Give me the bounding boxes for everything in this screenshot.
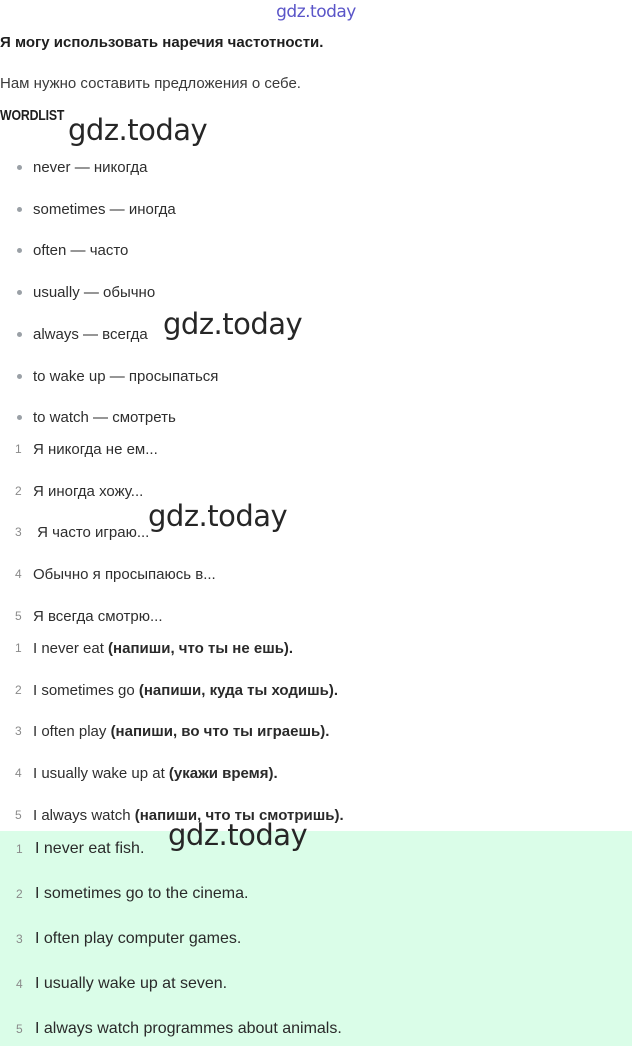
russian-prompt-row	[0, 562, 216, 586]
watermark: gdz.today	[148, 499, 288, 533]
site-logo-mark: gdz.today	[276, 2, 356, 22]
watermark: gdz.today	[163, 307, 303, 341]
wordlist-item-text: to wake up — просыпаться	[33, 367, 219, 385]
intro-text: Нам нужно составить предложения о себе.	[0, 75, 301, 92]
wordlist-item	[0, 405, 176, 429]
english-prompt-row	[0, 678, 338, 702]
bullet-icon	[17, 290, 22, 295]
english-prompt-row	[0, 636, 293, 660]
russian-prompt-row	[0, 479, 143, 503]
wordlist-item	[0, 364, 218, 388]
answer-text: I always watch programmes about animals.	[35, 1020, 342, 1037]
item-number: 2	[15, 484, 22, 498]
english-prompt-row	[0, 719, 329, 743]
bullet-icon	[17, 248, 22, 253]
item-number: 5	[15, 808, 22, 822]
item-number: 3	[16, 932, 23, 946]
prompt-text: I always watch	[33, 806, 135, 824]
bullet-icon	[17, 332, 22, 337]
prompt-hint: (укажи время).	[168, 764, 278, 782]
prompt-text: I never eat	[33, 639, 109, 657]
wordlist-heading: WORDLIST	[0, 107, 65, 124]
item-number: 4	[15, 567, 22, 581]
item-number: 3	[15, 525, 22, 539]
wordlist-item	[0, 280, 155, 304]
prompt-text: Я иногда хожу...	[33, 482, 144, 500]
russian-prompt-row	[0, 437, 158, 461]
answer-text: I usually wake up at seven.	[35, 975, 228, 992]
item-number: 1	[15, 641, 22, 655]
wordlist-item-text: usually — обычно	[33, 283, 156, 301]
prompt-hint: (напиши, что ты смотришь).	[134, 806, 344, 824]
item-number: 4	[15, 766, 22, 780]
prompt-text: Я никогда не ем...	[33, 440, 158, 458]
wordlist-item	[0, 155, 148, 179]
bullet-icon	[17, 415, 22, 420]
bullet-icon	[17, 165, 22, 170]
answer-text: I sometimes go to the cinema.	[35, 885, 249, 902]
item-number: 4	[16, 977, 23, 991]
watermark: gdz.today	[168, 818, 308, 852]
answer-row	[0, 882, 248, 906]
wordlist-item-text: sometimes — иногда	[33, 200, 176, 218]
bullet-icon	[17, 207, 22, 212]
page-title: Я могу использовать наречия частотности.	[0, 34, 324, 51]
item-number: 5	[16, 1022, 23, 1036]
wordlist-item-text: often — часто	[33, 241, 129, 259]
prompt-text: Я всегда смотрю...	[33, 607, 163, 625]
prompt-hint: (напиши, что ты не ешь).	[108, 639, 294, 657]
answer-row	[0, 1017, 342, 1041]
answer-text: I never eat fish.	[35, 840, 145, 857]
english-prompt-row	[0, 761, 278, 785]
answer-row	[0, 927, 241, 951]
wordlist-item-text: to watch — смотреть	[33, 408, 176, 426]
russian-prompt-row	[0, 604, 163, 628]
item-number: 2	[16, 887, 23, 901]
prompt-text: I sometimes go	[33, 681, 139, 699]
answer-text: I often play computer games.	[35, 930, 242, 947]
wordlist-item	[0, 322, 148, 346]
russian-prompt-row	[0, 520, 149, 544]
wordlist-item	[0, 197, 176, 221]
item-number: 1	[16, 842, 23, 856]
prompt-text: Обычно я просыпаюсь в...	[33, 565, 216, 583]
item-number: 2	[15, 683, 22, 697]
prompt-text: I often play	[33, 722, 111, 740]
prompt-hint: (напиши, куда ты ходишь).	[138, 681, 339, 699]
wordlist-item-text: always — всегда	[33, 325, 148, 343]
prompt-text: Я часто играю...	[33, 523, 150, 541]
prompt-hint: (напиши, во что ты играешь).	[110, 722, 330, 740]
watermark: gdz.today	[68, 113, 208, 147]
answer-row	[0, 972, 227, 996]
item-number: 3	[15, 724, 22, 738]
answer-row	[0, 837, 144, 861]
item-number: 1	[15, 442, 22, 456]
prompt-text: I usually wake up at	[33, 764, 169, 782]
bullet-icon	[17, 374, 22, 379]
wordlist-item	[0, 238, 128, 262]
item-number: 5	[15, 609, 22, 623]
wordlist-item-text: never — никогда	[33, 158, 148, 176]
